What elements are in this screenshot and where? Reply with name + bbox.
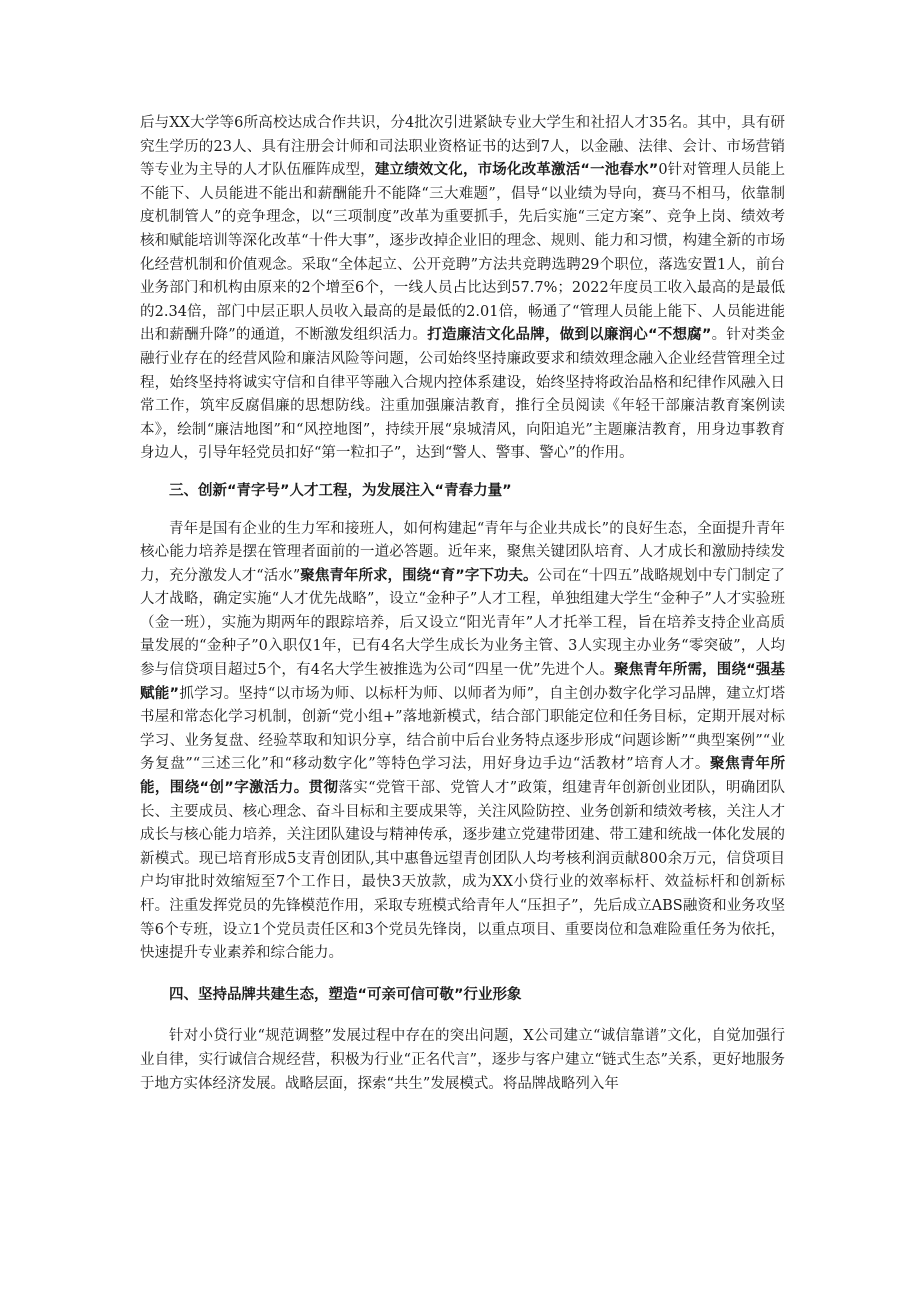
bold-lead-phrase: 聚焦青年所能，围绕“创”字激活力。贯彻: [140, 756, 786, 797]
paragraph-brand-ecosystem: 针对小贷行业“规范调整”发展过程中存在的突出问题，X公司建立“诚信靠谱”文化，自觉加强行业自律，实行诚信合规经营，积极为行业“正名代言”，逐步与客户建立“链式生态”关系，更好地服务于地方实体经济发展。战略层面，探索“共生”发展模式。将品牌战略列入年: [140, 1028, 785, 1092]
paragraph-talent-and-reform: [140, 112, 785, 466]
bold-lead-phrase: 打造廉洁文化品牌，做到以廉润心“不想腐”: [427, 327, 712, 344]
bold-lead-phrase: 建立绩效文化，市场化改革激活“一池春水”: [374, 162, 659, 179]
paragraph-text: 。针对类金融行业存在的经营风险和廉洁风险等问题，公司始终坚持廉政要求和绩效理念融入企业经营管理全过程，始终坚持将诚实守信和自律平等融入合规内控体系建设，始终坚持将政治品格和纪律作风融入日常工作，筑牢反腐倡廉的思想防线。注重加强廉洁教育，推行全员阅读《年轻干部廉洁教育案例读本》，绘制“廉洁地图”和“风控地图”，持续开展“泉城清风，向阳追光”主题廉洁教育，用身边事教育身边人，引导年轻党员扣好“第一粒扣子”，达到“警人、警事、警心”的作用。: [140, 327, 786, 462]
paragraph-text: 抓学习。坚持“以市场为师、以标杆为师、以师者为师”，自主创办数字化学习品牌，建立灯塔书屋和常态化学习机制，创新“党小组+”落地新模式，结合部门职能定位和任务目标，定期开展对标学习、业务复盘、经验萃取和知识分享，结合前中后台业务特点逐步形成“问题诊断”“典型案例”“业务复盘”“三述三化”和“移动数字化”等特色学习法，用好身边手边“活教材”培育人才。: [140, 685, 785, 773]
paragraph-text: 落实“党管干部、党管人才”政策，组建青年创新创业团队，明确团队长、主要成员、核心理念、奋斗目标和主要成果等，关注风险防控、业务创新和绩效考核，关注人才成长与核心能力培养，关注团队建设与精神传承，逐步建立党建带团建、带工建和统战一体化发展的新模式。现已培育形成5支青创团队,其中惠鲁远望青创团队人均考核利润贡献800余万元，信贷项目户均审批时效缩短至7个工作日，最快3天放款，成为XX小贷行业的效率标杆、效益标杆和创新标杆。注重发挥党员的先锋模范作用，采取专班模式给青年人“压担子”，先后成立ABS融资和业务攻坚等6个专班，设立1个党员责任区和3个党员先锋岗，以重点项目、重要岗位和急难险重任务为依托，快速提升专业素养和综合能力。: [140, 780, 785, 962]
bold-lead-phrase: 聚焦青年所求，围绕“育”字下功夫。: [300, 567, 538, 584]
paragraph-text: 公司在“十四五”战略规划中专门制定了人才战略，确定实施“人才优先战略”，设立“金种子”人才工程，单独组建大学生“金种子”人才实验班（金一班），实施为期两年的跟踪培养，后又设立“阳光青年”人才托举工程，旨在培养支持企业高质量发展的“金种子”0入职仅1年，已有4名大学生成长为业务主管、3人实现主办业务“零突破”，人均参与信贷项目超过5个，有4名大学生被推选为公司“四星一优”先进个人。: [140, 567, 786, 679]
section-heading-3: 三、创新“青字号”人才工程，为发展注入“青春力量”: [169, 482, 512, 499]
bold-lead-phrase: 聚焦青年所需，围绕“强基赋能”: [140, 662, 786, 702]
paragraph-text: 后与XX大学等6所高校达成合作共识，分4批次引进紧缺专业大学生和社招人才35名。其中，具有研究生学历的23人、具有注册会计师和司法职业资格证书的达到7人，以金融、法律、会计、市场营销等专业为主导的人才队伍雁阵成型，: [140, 115, 785, 179]
paragraph-text: 0针对管理人员能上不能下、人员能进不能出和薪酬能升不能降“三大难题”，倡导“以业绩为导向，赛马不相马，依靠制度机制管人”的竞争理念，以“三项制度”改革为重要抓手，先后实施“三定方案”、竞争上岗、绩效考核和赋能培训等深化改革“十件大事”，逐步改掉企业旧的理念、规则、能力和习惯，构建全新的市场化经营机制和价值观念。采取“全体起立、公开竞聘”方法共竞聘选聘29个职位，落选安置1人，前台业务部门和机构由原来的2个增至6个，一线人员占比达到57.7%；2022年度员工收入最高的是最低的2.34倍，部门中层正职人员收入最高的是最低的2.01倍，畅通了“管理人员能上能下、人员能进能出和薪酬升降”的通道，不断激发组织活力。: [140, 162, 786, 344]
document-page: [140, 112, 785, 1096]
paragraph-youth-talent: [140, 518, 785, 966]
paragraph-text: 青年是国有企业的生力军和接班人，如何构建起“青年与企业共成长”的良好生态，全面提升青年核心能力培养是摆在管理者面前的一道必答题。近年来，聚焦关键团队培育、人才成长和激励持续发力，充分激发人才“活水”: [140, 520, 785, 584]
section-heading-4: 四、坚持品牌共建生态，塑造“可亲可信可敬”行业形象: [169, 986, 522, 1003]
